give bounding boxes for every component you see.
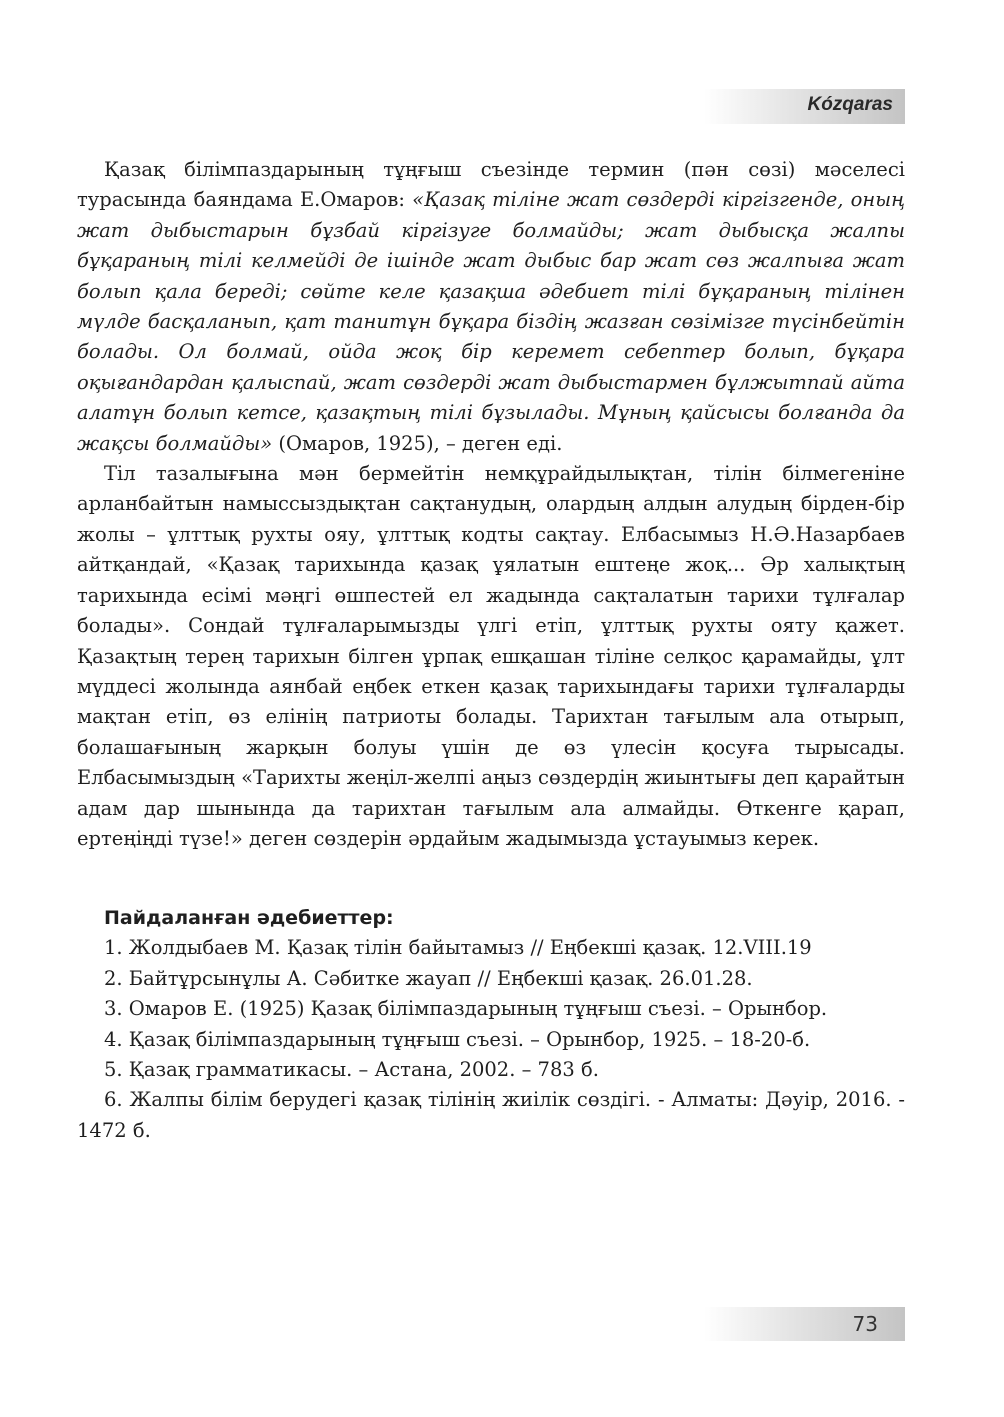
running-header-title: Kózqaras xyxy=(807,94,893,115)
page-number: 73 xyxy=(852,1312,878,1336)
reference-item: 4. Қазақ білімпаздарының тұңғыш съезі. – Орынбор, 1925. – 18-20-б. xyxy=(104,1027,811,1051)
reference-item: 6. Жалпы білім берудегі қазақ тілінің жиілік сөздігі. - Алматы: Дәуір, 2016. - 1472 б. xyxy=(77,1088,905,1142)
article-body xyxy=(77,155,905,854)
reference-item: 3. Омаров Е. (1925) Қазақ білімпаздарының тұңғыш съезі. – Орынбор. xyxy=(104,997,828,1021)
references-list xyxy=(77,933,905,1146)
paragraph-1 xyxy=(77,155,905,459)
paragraph-1-quote: «Қазақ тіліне жат сөздерді кіргізгенде, оның жат дыбыстарын бұзбай кіргізуге болмайды; жат дыбысқа жалпы бұқараның тілі келмейді де ішінде жат дыбыс бар жат сөз жалпыға жат болып қала береді; сөйте келе қазақша әдебиет тілі бұқараның тілінен мүлде басқаланып, қат танитұн бұқара біздің жазған сөзімізге түсінбейтін болады. Ол болмай, ойда жоқ бір керемет себептер болып, бұқара оқығандардан қалыспай, жат сөздерді жат дыбыстармен бұлжытпай айта алатұн болып кетсе, қазақтың тілі бұзылады. Мұның қайсысы болғанда да жақсы болмайды» xyxy=(77,188,906,455)
paragraph-1-citation: (Омаров, 1925), – деген еді. xyxy=(272,431,563,455)
references-title: Пайдаланған әдебиеттер: xyxy=(104,907,394,929)
page-number-tab xyxy=(704,1307,905,1341)
references-section xyxy=(77,903,905,1146)
reference-item: 1. Жолдыбаев М. Қазақ тілін байытамыз // Еңбекші қазақ. 12.VIII.19 xyxy=(104,936,812,960)
running-header-tab xyxy=(704,89,905,124)
paragraph-1-intro: Қазақ білімпаздарының тұңғыш съезінде термин (пән сөзі) мәселесі турасында баяндама Е.Омаров: xyxy=(77,158,905,212)
paragraph-2: Тіл тазалығына мән бермейтін немқұрайдылықтан, тілін білмегеніне арланбайтын намыссыздықтан сақтанудың, олардың алдын алудың бірден-бір жолы – ұлттық рухты ояу, ұлттық кодты сақтау. Елбасымыз Н.Ә.Назарбаев айтқандай, «Қазақ тарихында қазақ ұялатын ештеңе жоқ... Әр халықтың тарихында есімі мәңгі өшпестей ел жадында сақталатын тарихи тұлғалар болады». Сондай тұлғаларымызды үлгі етіп, ұлттық рухты ояту қажет. Қазақтың терең тарихын білген ұрпақ ешқашан тіліне селқос қарамайды, ұлт мүддесі жолында аянбай еңбек еткен қазақ тарихындағы тарихи тұлғаларды мақтан етіп, өз елінің патриоты болады. Тарихтан тағылым ала отырып, болашағының жарқын болуы үшін де өз үлесін қосуға тырысады. Елбасымыздың «Тарихты жеңіл-желпі аңыз сөздердің жиынтығы деп қарайтын адам дар шынында да тарихтан тағылым ала алмайды. Өткенге қарап, ертеңіңді түзе!» деген сөздерін әрдайым жадымызда ұстауымыз керек. xyxy=(77,462,905,850)
reference-item: 5. Қазақ грамматикасы. – Астана, 2002. – 783 б. xyxy=(104,1058,599,1082)
reference-item: 2. Байтұрсынұлы А. Сәбитке жауап // Еңбекші қазақ. 26.01.28. xyxy=(104,966,753,990)
